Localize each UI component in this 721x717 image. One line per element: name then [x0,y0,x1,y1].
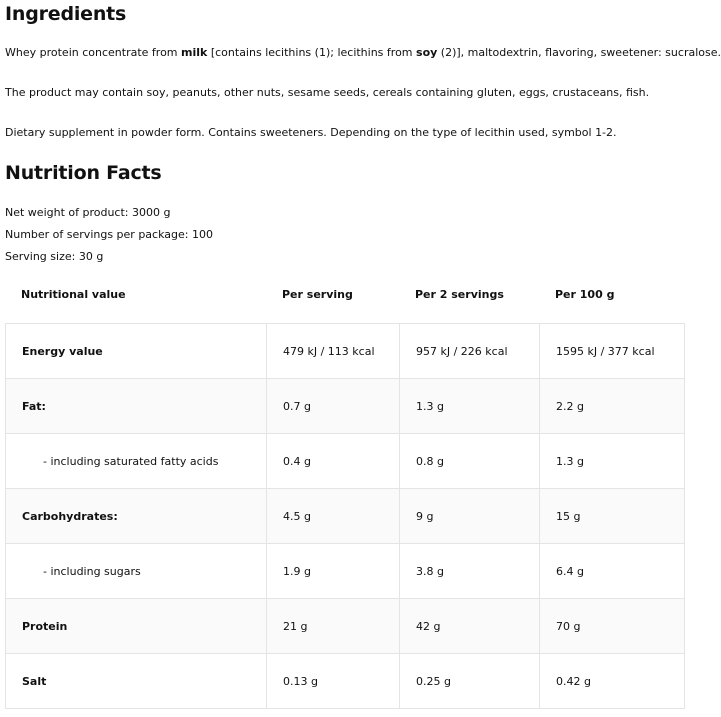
table-row [6,489,685,544]
table-row [6,379,685,434]
servings-per-package: Number of servings per package: 100 [5,228,213,241]
row-label: Protein [6,599,267,654]
cell-per-2-servings: 42 g [400,599,540,654]
cell-per-serving: 0.13 g [267,654,400,709]
cell-per-2-servings: 0.25 g [400,654,540,709]
cell-per-100g: 70 g [540,599,685,654]
cell-per-serving: 479 kJ / 113 kcal [267,324,400,379]
product-description: Dietary supplement in powder form. Contains sweeteners. Depending on the type of lecithin used, symbol 1-2. [5,126,617,139]
cell-per-2-servings: 1.3 g [400,379,540,434]
ingredients-composition [5,46,721,59]
row-label: Salt [6,654,267,709]
cell-per-100g: 1595 kJ / 377 kcal [540,324,685,379]
row-label: Fat: [6,379,267,434]
table-row [6,544,685,599]
cell-per-2-servings: 957 kJ / 226 kcal [400,324,540,379]
composition-middle: [contains lecithins (1); lecithins from [207,46,417,59]
cell-per-100g: 6.4 g [540,544,685,599]
cell-per-serving: 0.4 g [267,434,400,489]
ingredients-heading: Ingredients [5,3,127,25]
composition-suffix: (2)], maltodextrin, flavoring, sweetener: sucralose. [437,46,721,59]
allergen-milk: milk [181,46,208,59]
cell-per-serving: 1.9 g [267,544,400,599]
table-row [6,434,685,489]
cell-per-2-servings: 9 g [400,489,540,544]
cell-per-serving: 0.7 g [267,379,400,434]
row-label: Carbohydrates: [6,489,267,544]
allergen-note: The product may contain soy, peanuts, other nuts, sesame seeds, cereals containing gluten, eggs, crustaceans, fish. [5,86,650,99]
cell-per-2-servings: 0.8 g [400,434,540,489]
net-weight: Net weight of product: 3000 g [5,206,171,219]
row-label: - including sugars [6,544,267,599]
column-header-per-100g: Per 100 g [555,288,615,301]
cell-per-100g: 15 g [540,489,685,544]
nutrition-facts-heading: Nutrition Facts [5,162,162,184]
cell-per-2-servings: 3.8 g [400,544,540,599]
nutrition-table-header [5,281,684,323]
composition-prefix: Whey protein concentrate from [5,46,182,59]
table-row [6,599,685,654]
cell-per-100g: 1.3 g [540,434,685,489]
table-row [6,324,685,379]
cell-per-serving: 4.5 g [267,489,400,544]
row-label: - including saturated fatty acids [6,434,267,489]
column-header-per-serving: Per serving [282,288,353,301]
table-row [6,654,685,709]
allergen-soy: soy [416,46,438,59]
serving-size: Serving size: 30 g [5,250,104,263]
cell-per-100g: 2.2 g [540,379,685,434]
column-header-per-2-servings: Per 2 servings [415,288,504,301]
cell-per-100g: 0.42 g [540,654,685,709]
cell-per-serving: 21 g [267,599,400,654]
row-label: Energy value [6,324,267,379]
column-header-nutritional-value: Nutritional value [21,288,126,301]
nutrition-table [5,323,685,709]
